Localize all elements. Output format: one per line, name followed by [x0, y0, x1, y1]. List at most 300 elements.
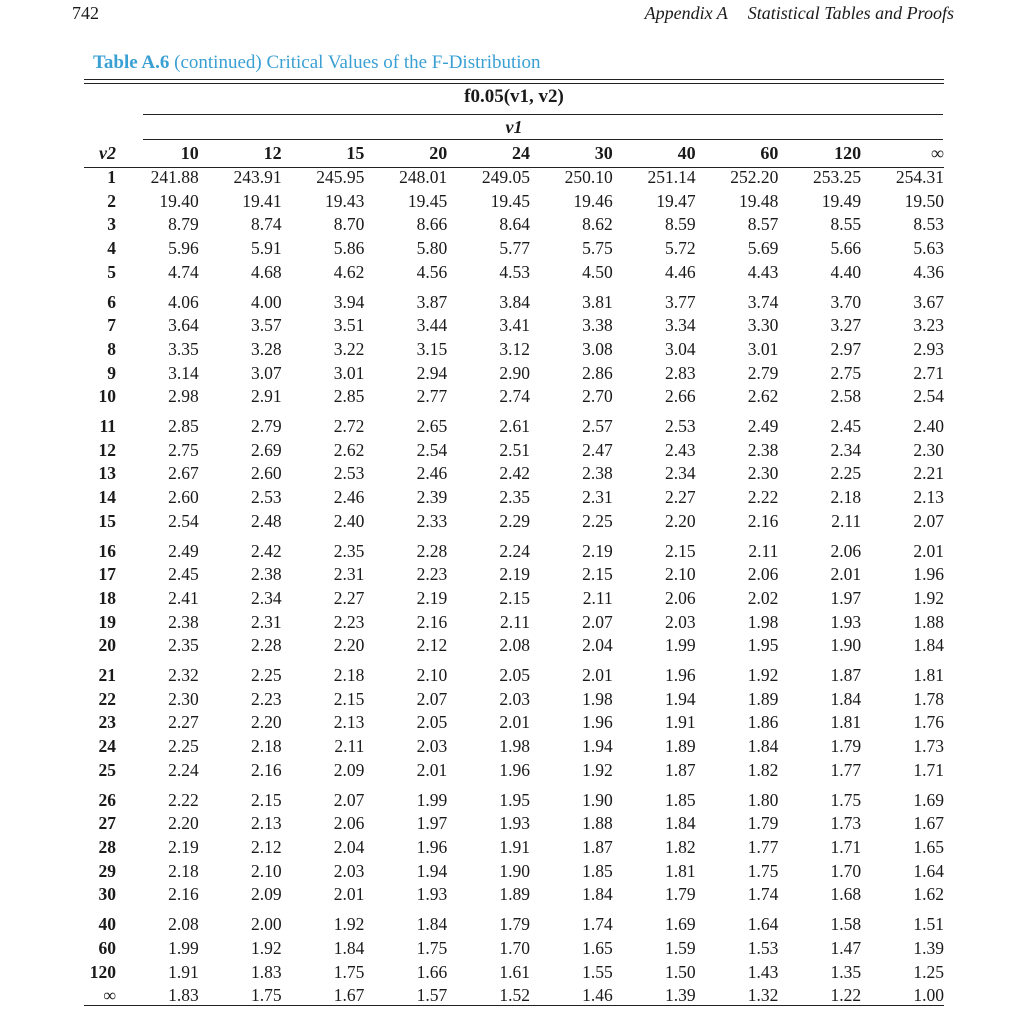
table-caption-text: (continued) Critical Values of the F-Distribution [174, 52, 541, 73]
table-cell: 1.75 [830, 789, 862, 810]
table-cell: 1.82 [664, 836, 696, 857]
table-cell: 1.25 [913, 961, 944, 982]
table-cell: 2.01 [830, 564, 862, 585]
table-cell: 4.36 [913, 261, 944, 282]
table-row [84, 362, 944, 386]
table-cell: 1.84 [582, 884, 613, 905]
table-cell: 2.60 [250, 463, 282, 484]
table-cell: 1.43 [747, 961, 779, 982]
table-cell: 1.91 [664, 712, 696, 733]
table-cell: 1.68 [830, 884, 862, 905]
table-row [84, 510, 944, 534]
table-cell: 2.79 [747, 362, 779, 383]
table-cell: 2.01 [416, 759, 448, 780]
table-cell: 4.43 [747, 261, 779, 282]
table-cell: 2.06 [747, 564, 779, 585]
table-cell: 5.75 [582, 238, 613, 259]
table-cell: 3.38 [582, 315, 613, 336]
table-cell: 1.87 [830, 665, 862, 686]
table-cell: 3.41 [499, 315, 530, 336]
table-cell: 245.95 [316, 167, 365, 187]
table-cell: 1.81 [913, 665, 944, 686]
table-cell: 2.13 [913, 487, 944, 508]
header-rule [84, 167, 944, 168]
table-cell: 2.11 [334, 736, 365, 757]
table-cell: 2.34 [664, 463, 696, 484]
table-cell: 1.50 [664, 961, 696, 982]
table-cell: 248.01 [399, 167, 448, 187]
table-cell: 3.70 [830, 291, 862, 312]
row-label: 14 [98, 487, 116, 508]
table-cell: 2.98 [168, 386, 199, 407]
table-cell: 1.98 [582, 688, 613, 709]
table-cell: 1.76 [913, 712, 944, 733]
table-row [84, 611, 944, 635]
table-cell: 2.03 [499, 688, 530, 709]
row-label: 30 [98, 884, 116, 905]
table-cell: 1.75 [747, 860, 779, 881]
table-cell: 2.16 [250, 759, 282, 780]
table-cell: 1.92 [250, 937, 282, 958]
table-cell: 2.01 [913, 540, 944, 561]
table-cell: 3.15 [416, 338, 448, 359]
table-cell: 1.84 [333, 937, 365, 958]
row-label: 11 [99, 416, 116, 437]
table-row [84, 563, 944, 587]
table-cell: 1.66 [416, 961, 448, 982]
table-row [84, 237, 944, 261]
table-cell: 2.18 [250, 736, 282, 757]
table-cell: 19.43 [325, 190, 365, 211]
table-cell: 1.73 [830, 813, 862, 834]
table-cell: 2.13 [333, 712, 365, 733]
table-cell: 2.53 [333, 463, 365, 484]
table-cell: 2.07 [913, 510, 944, 531]
table-cell: 1.39 [664, 985, 696, 1006]
row-label: 120 [89, 961, 116, 982]
table-cell: 1.77 [830, 759, 862, 780]
table-cell: 5.96 [168, 238, 199, 259]
table-cell: 1.94 [416, 860, 448, 881]
table-cell: 3.12 [499, 338, 530, 359]
table-cell: 2.04 [582, 635, 613, 656]
table-cell: 2.79 [250, 416, 282, 437]
table-cell: 1.87 [664, 759, 696, 780]
table-cell: 2.41 [168, 587, 199, 608]
table-cell: 2.20 [664, 510, 696, 531]
table-cell: 1.96 [416, 836, 448, 857]
table-cell: 2.09 [250, 884, 282, 905]
table-cell: 2.34 [250, 587, 282, 608]
table-cell: 2.23 [333, 611, 365, 632]
table-cell: 19.45 [490, 190, 530, 211]
table-cell: 1.79 [664, 884, 696, 905]
table-cell: 1.90 [830, 635, 862, 656]
table-cell: 2.20 [333, 635, 365, 656]
table-cell: 1.67 [333, 985, 365, 1006]
table-cell: 2.90 [499, 362, 530, 383]
table-row [84, 907, 944, 937]
table-cell: 1.94 [664, 688, 696, 709]
table-cell: 2.01 [499, 712, 530, 733]
table-cell: 4.00 [250, 291, 282, 312]
table-cell: 2.46 [416, 463, 448, 484]
table-cell: 2.20 [168, 813, 199, 834]
v1-label: v1 [505, 117, 523, 137]
table-cell: 4.62 [333, 261, 365, 282]
table-cell: 1.92 [913, 587, 944, 608]
table-row [84, 587, 944, 611]
table-cell: 2.03 [333, 860, 365, 881]
table-cell: 1.57 [416, 985, 448, 1006]
column-header: 40 [677, 143, 696, 163]
table-cell: 1.55 [582, 961, 613, 982]
table-cell: 1.74 [747, 884, 779, 905]
row-label: 26 [98, 789, 116, 810]
table-cell: 2.91 [250, 386, 282, 407]
table-cell: 2.07 [416, 688, 448, 709]
table-row [84, 634, 944, 658]
table-cell: 3.35 [168, 338, 199, 359]
table-cell: 3.30 [747, 315, 779, 336]
table-cell: 2.69 [250, 439, 282, 460]
table-cell: 2.31 [582, 487, 613, 508]
table-cell: 3.94 [333, 291, 365, 312]
table-cell: 3.01 [747, 338, 779, 359]
table-cell: 4.68 [250, 261, 282, 282]
table-cell: 2.42 [250, 540, 282, 561]
table-cell: 1.99 [416, 789, 448, 810]
row-label: 21 [98, 665, 116, 686]
table-cell: 1.69 [913, 789, 944, 810]
table-row [84, 314, 944, 338]
table-row [84, 711, 944, 735]
table-cell: 2.75 [830, 362, 862, 383]
table-cell: 2.08 [168, 914, 199, 935]
table-cell: 3.51 [333, 315, 365, 336]
table-cell: 4.74 [168, 261, 199, 282]
table-cell: 2.03 [664, 611, 696, 632]
table-cell: 1.79 [830, 736, 862, 757]
table-cell: 1.65 [913, 836, 944, 857]
table-cell: 2.16 [747, 510, 779, 531]
table-cell: 2.19 [416, 587, 448, 608]
table-cell: 2.19 [499, 564, 530, 585]
table-cell: 5.69 [747, 238, 779, 259]
table-cell: 2.29 [499, 510, 530, 531]
row-label: 17 [98, 564, 116, 585]
table-cell: 4.56 [416, 261, 448, 282]
table-cell: 2.16 [168, 884, 199, 905]
table-cell: 2.01 [582, 665, 613, 686]
table-cell: 1.84 [913, 635, 944, 656]
table-cell: 2.06 [830, 540, 862, 561]
table-cell: 1.61 [499, 961, 530, 982]
table-cell: 1.84 [664, 813, 696, 834]
table-cell: 2.54 [913, 386, 944, 407]
table-cell: 5.77 [499, 238, 530, 259]
table-cell: 1.84 [747, 736, 779, 757]
row-label: 2 [107, 190, 116, 211]
row-label: 60 [98, 937, 116, 958]
table-cell: 1.51 [913, 914, 944, 935]
table-cell: 2.62 [747, 386, 779, 407]
table-cell: 241.88 [150, 167, 199, 187]
table-cell: 2.31 [333, 564, 365, 585]
table-cell: 1.83 [250, 961, 282, 982]
table-cell: 2.51 [499, 439, 530, 460]
table-cell: 1.96 [913, 564, 944, 585]
table-cell: 2.62 [333, 439, 365, 460]
table-cell: 1.70 [499, 937, 530, 958]
table-cell: 5.72 [664, 238, 696, 259]
table-cell: 1.94 [582, 736, 613, 757]
table-cell: 3.74 [747, 291, 779, 312]
table-cell: 1.82 [747, 759, 779, 780]
table-cell: 2.66 [664, 386, 696, 407]
column-header-row [84, 140, 944, 166]
stat-rule [143, 114, 943, 115]
table-cell: 2.11 [748, 540, 779, 561]
table-cell: 1.90 [582, 789, 613, 810]
table-cell: 8.70 [333, 214, 365, 235]
section-title: Statistical Tables and Proofs [747, 3, 954, 23]
table-cell: 2.30 [913, 439, 944, 460]
table-row [84, 285, 944, 315]
table-cell: 2.61 [499, 416, 530, 437]
table-cell: 19.50 [904, 190, 944, 211]
table-cell: 1.85 [582, 860, 613, 881]
row-label: 9 [107, 362, 116, 383]
table-cell: 2.19 [582, 540, 613, 561]
table-cell: 2.05 [416, 712, 448, 733]
table-cell: 3.44 [416, 315, 448, 336]
table-cell: 1.85 [664, 789, 696, 810]
table-cell: 1.64 [913, 860, 944, 881]
table-cell: 1.89 [747, 688, 779, 709]
table-row [84, 836, 944, 860]
column-header: 60 [760, 143, 779, 163]
table-cell: 2.18 [168, 860, 199, 881]
column-header: 24 [511, 143, 530, 163]
table-cell: 3.04 [664, 338, 696, 359]
table-cell: 2.00 [250, 914, 282, 935]
table-cell: 19.46 [573, 190, 613, 211]
table-cell: 2.83 [664, 362, 696, 383]
table-cell: 3.28 [250, 338, 282, 359]
table-cell: 8.74 [250, 214, 282, 235]
row-label: 25 [98, 759, 116, 780]
table-cell: 4.50 [582, 261, 613, 282]
table-cell: 2.25 [250, 665, 282, 686]
table-cell: 2.10 [416, 665, 448, 686]
table-cell: 1.91 [499, 836, 530, 857]
table-cell: 2.22 [168, 789, 199, 810]
row-label: 28 [98, 836, 116, 857]
table-cell: 2.38 [250, 564, 282, 585]
table-cell: 1.59 [664, 937, 696, 958]
table-cell: 2.97 [830, 338, 862, 359]
table-cell: 2.42 [499, 463, 530, 484]
table-cell: 3.81 [582, 291, 613, 312]
table-cell: 1.92 [333, 914, 365, 935]
table-cell: 2.60 [168, 487, 199, 508]
table-cell: 3.57 [250, 315, 282, 336]
table-cell: 3.77 [664, 291, 696, 312]
row-label: 23 [98, 712, 116, 733]
row-label: 8 [107, 338, 116, 359]
table-cell: 1.88 [913, 611, 944, 632]
table-cell: 2.58 [830, 386, 862, 407]
table-cell: 8.66 [416, 214, 448, 235]
row-label: 40 [98, 914, 116, 935]
table-cell: 2.38 [168, 611, 199, 632]
table-cell: 2.54 [416, 439, 448, 460]
table-cell: 2.23 [416, 564, 448, 585]
column-header: 30 [594, 143, 613, 163]
table-cell: 8.59 [664, 214, 696, 235]
table-cell: 1.96 [664, 665, 696, 686]
table-cell: 2.10 [250, 860, 282, 881]
table-cell: 19.45 [407, 190, 448, 211]
table-cell: 1.74 [582, 914, 613, 935]
row-label: 27 [98, 813, 116, 834]
row-label: 1 [107, 167, 116, 187]
table-cell: 8.62 [582, 214, 613, 235]
table-cell: 2.35 [499, 487, 530, 508]
table-cell: 2.39 [416, 487, 448, 508]
table-row [84, 783, 944, 813]
row-label: 24 [98, 736, 116, 757]
table-cell: 2.70 [582, 386, 613, 407]
table-cell: 1.86 [747, 712, 779, 733]
table-cell: 19.49 [821, 190, 862, 211]
table-cell: 2.65 [416, 416, 448, 437]
table-cell: 3.87 [416, 291, 448, 312]
table-cell: 2.45 [168, 564, 199, 585]
table-cell: 1.93 [416, 884, 448, 905]
table-cell: 1.69 [664, 914, 696, 935]
table-label: Table A.6 [93, 52, 170, 73]
table-cell: 2.35 [168, 635, 199, 656]
row-label: 7 [107, 315, 116, 336]
table-cell: 19.41 [242, 190, 282, 211]
table-cell: 1.73 [913, 736, 944, 757]
table-cell: 1.87 [582, 836, 613, 857]
table-cell: 2.11 [500, 611, 530, 632]
table-cell: 1.00 [913, 985, 944, 1006]
table-cell: 2.12 [416, 635, 448, 656]
table-cell: 3.67 [913, 291, 944, 312]
table-cell: 2.33 [416, 510, 448, 531]
table-cell: 2.31 [250, 611, 282, 632]
v2-header: v2 [99, 143, 116, 163]
table-cell: 2.05 [499, 665, 530, 686]
table-cell: 1.35 [830, 961, 862, 982]
table-cell: 2.75 [168, 439, 199, 460]
row-label: 13 [98, 463, 116, 484]
table-cell: 2.11 [582, 587, 613, 608]
table-cell: 1.32 [747, 985, 779, 1006]
table-cell: 3.27 [830, 315, 862, 336]
table-cell: 2.48 [250, 510, 282, 531]
table-cell: 1.53 [747, 937, 779, 958]
table-cell: 2.53 [250, 487, 282, 508]
table-cell: 2.86 [582, 362, 613, 383]
table-cell: 2.09 [333, 759, 365, 780]
table-cell: 1.89 [499, 884, 530, 905]
table-cell: 2.27 [333, 587, 365, 608]
table-cell: 254.31 [895, 167, 944, 187]
table-row [84, 462, 944, 486]
table-row [84, 261, 944, 285]
table-cell: 2.23 [250, 688, 282, 709]
table-cell: 3.22 [333, 338, 365, 359]
row-label: 5 [107, 261, 116, 282]
table-cell: 1.93 [499, 813, 530, 834]
table-cell: 1.78 [913, 688, 944, 709]
table-cell: 251.14 [647, 167, 696, 187]
table-cell: 2.49 [747, 416, 779, 437]
column-header: 10 [180, 143, 199, 163]
table-cell: 1.95 [747, 635, 779, 656]
table-cell: 2.77 [416, 386, 448, 407]
column-header: ∞ [931, 143, 944, 163]
statistic-label: f0.05(v1, v2) [464, 86, 564, 107]
row-label: 10 [98, 386, 116, 407]
table-cell: 2.15 [582, 564, 613, 585]
table-cell: 2.85 [168, 416, 199, 437]
table-cell: 1.75 [250, 985, 282, 1006]
row-label: ∞ [103, 985, 116, 1006]
table-cell: 2.13 [250, 813, 282, 834]
table-cell: 1.81 [830, 712, 862, 733]
table-cell: 253.25 [813, 167, 862, 187]
table-caption [93, 52, 541, 74]
table-row [84, 213, 944, 237]
table-row [84, 883, 944, 907]
table-cell: 2.28 [416, 540, 448, 561]
table-cell: 2.93 [913, 338, 944, 359]
running-head-title [625, 3, 954, 24]
table-cell: 2.15 [250, 789, 282, 810]
table-cell: 1.88 [582, 813, 613, 834]
table-cell: 1.84 [416, 914, 448, 935]
table-cell: 8.53 [913, 214, 944, 235]
table-cell: 2.22 [747, 487, 779, 508]
table-cell: 3.34 [664, 315, 696, 336]
table-cell: 2.12 [250, 836, 282, 857]
row-label: 20 [98, 635, 116, 656]
table-cell: 1.98 [499, 736, 530, 757]
table-cell: 2.15 [499, 587, 530, 608]
top-rule [84, 79, 944, 80]
table-cell: 2.85 [333, 386, 365, 407]
table-cell: 8.64 [499, 214, 530, 235]
table-cell: 1.75 [333, 961, 365, 982]
table-cell: 1.47 [830, 937, 862, 958]
table-cell: 1.75 [416, 937, 448, 958]
top-rule-double [84, 83, 944, 84]
table-row [84, 439, 944, 463]
table-cell: 2.08 [499, 635, 530, 656]
table-row [84, 338, 944, 362]
table-cell: 2.07 [333, 789, 365, 810]
table-cell: 1.58 [830, 914, 862, 935]
table-row [84, 385, 944, 409]
table-cell: 1.22 [830, 985, 862, 1006]
table-cell: 4.40 [830, 261, 862, 282]
